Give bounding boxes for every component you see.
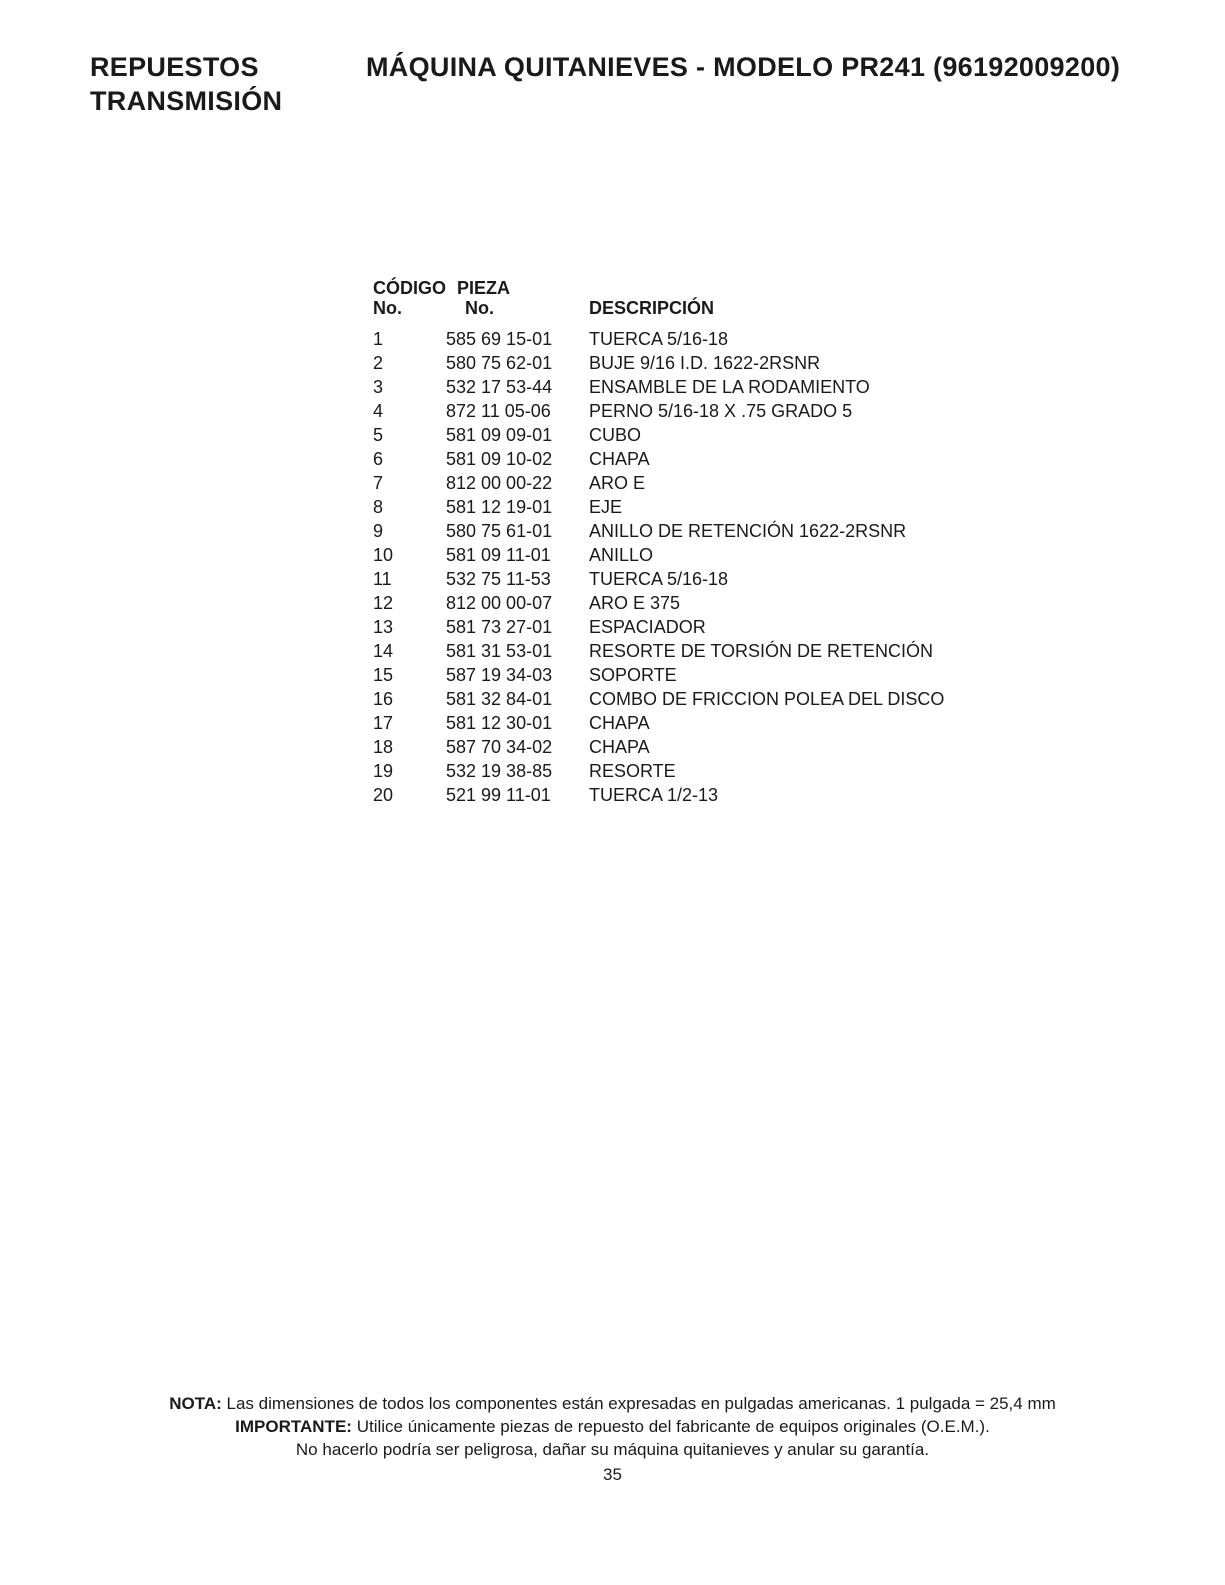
column-header-descripcion: DESCRIPCIÓN [589,298,715,318]
nota-label: NOTA: [169,1394,222,1413]
section-heading [90,50,282,118]
table-row [373,639,1073,663]
row-ref-number: 14 [373,641,394,661]
warning-line: No hacerlo podría ser peligrosa, dañar su máquina quitanieves y anular su garantía. [295,1440,930,1459]
table-row [373,375,1073,399]
row-description: COMBO DE FRICCION POLEA DEL DISCO [589,689,945,709]
row-description: ARO E [589,473,646,493]
row-description: ENSAMBLE DE LA RODAMIENTO [589,377,870,397]
column-header-pieza-no: No. [465,298,494,318]
row-part-code: 581 09 11-01 [446,545,551,565]
row-part-code: 581 09 09-01 [446,425,553,445]
row-ref-number: 12 [373,593,394,613]
row-ref-number: 20 [373,785,394,805]
row-part-code: 521 99 11-01 [446,785,551,805]
row-ref-number: 10 [373,545,394,565]
row-ref-number: 9 [373,521,384,541]
row-description: PERNO 5/16-18 X .75 GRADO 5 [589,401,853,421]
table-row [373,663,1073,687]
row-description: TUERCA 1/2-13 [589,785,719,805]
table-row [373,447,1073,471]
row-ref-number: 11 [373,569,392,589]
nota-line [0,1392,1225,1415]
row-ref-number: 6 [373,449,384,469]
row-part-code: 532 19 38-85 [446,761,553,781]
row-part-code: 581 12 19-01 [446,497,553,517]
row-description: EJE [589,497,623,517]
table-row [373,351,1073,375]
row-description: ESPACIADOR [589,617,706,637]
row-part-code: 812 00 00-07 [446,593,553,613]
row-ref-number: 2 [373,353,384,373]
row-part-code: 581 09 10-02 [446,449,553,469]
row-description: CHAPA [589,713,650,733]
importante-text: Utilice únicamente piezas de repuesto del fabricante de equipos originales (O.E.M.). [351,1417,990,1436]
table-row [373,783,1073,807]
importante-line [0,1415,1225,1438]
row-description: ANILLO DE RETENCIÓN 1622-2RSNR [589,521,907,541]
row-description: CUBO [589,425,642,445]
column-header-codigo-no: No. [373,298,402,318]
row-ref-number: 18 [373,737,394,757]
table-row [373,399,1073,423]
row-part-code: 581 12 30-01 [446,713,553,733]
row-description: TUERCA 5/16-18 [589,329,729,349]
row-description: TUERCA 5/16-18 [589,569,729,589]
table-row [373,471,1073,495]
row-part-code: 587 19 34-03 [446,665,553,685]
row-ref-number: 17 [373,713,394,733]
row-part-code: 581 32 84-01 [446,689,553,709]
row-part-code: 587 70 34-02 [446,737,553,757]
row-description: RESORTE DE TORSIÓN DE RETENCIÓN [589,641,934,661]
column-header-codigo: CÓDIGO [373,278,447,298]
nota-text: Las dimensiones de todos los componentes están expresadas en pulgadas americanas. 1 pulgada = 25,4 mm [221,1394,1056,1413]
table-row [373,735,1073,759]
section-heading-line2: TRANSMISIÓN [90,86,283,116]
table-row [373,519,1073,543]
row-description: ANILLO [589,545,654,565]
table-row [373,591,1073,615]
table-row [373,687,1073,711]
footer-notes [0,1392,1225,1486]
row-ref-number: 4 [373,401,384,421]
column-header-pieza: PIEZA [457,278,511,298]
table-row [373,615,1073,639]
table-row [373,423,1073,447]
table-row [373,567,1073,591]
row-ref-number: 1 [373,329,384,349]
parts-rows [373,327,1073,807]
row-part-code: 581 73 27-01 [446,617,553,637]
row-description: BUJE 9/16 I.D. 1622-2RSNR [589,353,821,373]
row-description: CHAPA [589,449,650,469]
section-heading-line1: REPUESTOS [90,52,259,82]
table-row [373,759,1073,783]
row-description: RESORTE [589,761,676,781]
row-description: SOPORTE [589,665,677,685]
row-part-code: 585 69 15-01 [446,329,553,349]
row-description: CHAPA [589,737,650,757]
row-ref-number: 7 [373,473,384,493]
table-row [373,711,1073,735]
row-ref-number: 8 [373,497,384,517]
page-title: MÁQUINA QUITANIEVES - MODELO PR241 (96192009200) [366,52,1121,82]
row-part-code: 532 75 11-53 [446,569,551,589]
row-ref-number: 5 [373,425,384,445]
row-part-code: 872 11 05-06 [446,401,551,421]
row-part-code: 812 00 00-22 [446,473,553,493]
row-part-code: 581 31 53-01 [446,641,553,661]
row-ref-number: 13 [373,617,394,637]
row-ref-number: 3 [373,377,384,397]
table-row [373,327,1073,351]
page-number: 35 [603,1465,622,1484]
table-row [373,543,1073,567]
row-part-code: 580 75 62-01 [446,353,553,373]
row-part-code: 532 17 53-44 [446,377,553,397]
row-part-code: 580 75 61-01 [446,521,553,541]
row-description: ARO E 375 [589,593,681,613]
row-ref-number: 19 [373,761,394,781]
importante-label: IMPORTANTE: [235,1417,352,1436]
row-ref-number: 15 [373,665,394,685]
table-row [373,495,1073,519]
row-ref-number: 16 [373,689,394,709]
